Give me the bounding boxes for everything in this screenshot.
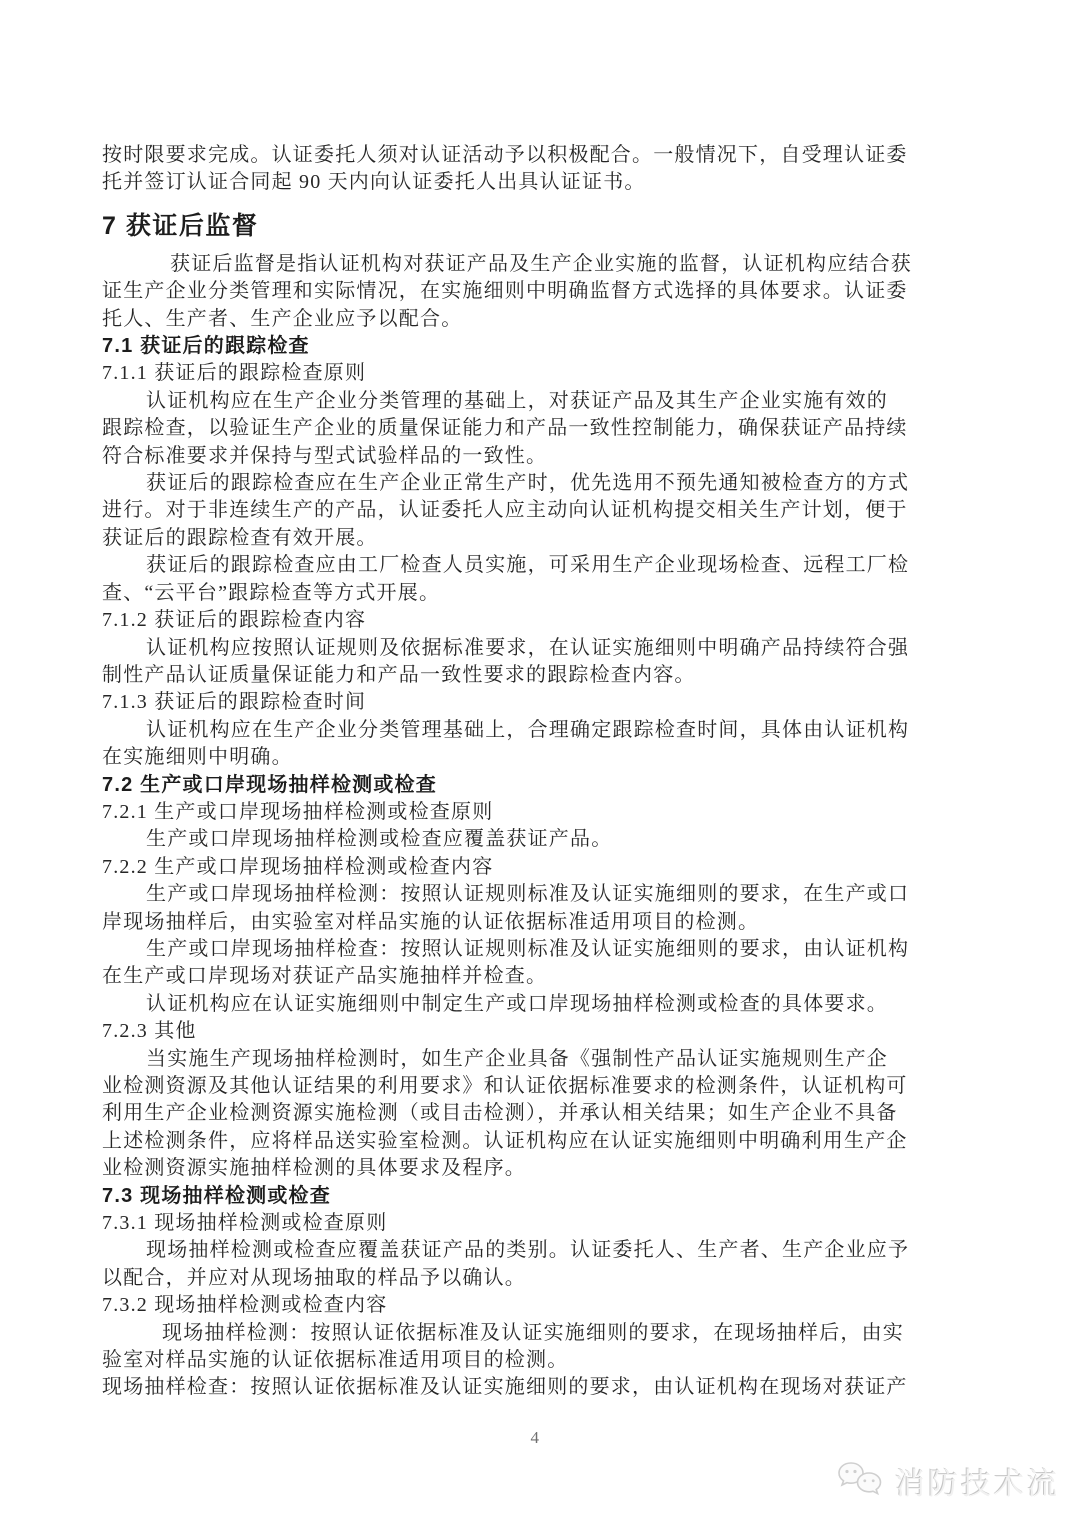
text-line: 认证机构应按照认证规则及依据标准要求，在认证实施细则中明确产品持续符合强 bbox=[146, 636, 910, 659]
text-line: 按时限要求完成。认证委托人须对认证活动予以积极配合。一般情况下，自受理认证委 bbox=[102, 144, 908, 166]
text-line: 现场抽样检测：按照认证依据标准及认证实施细则的要求，在现场抽样后，由实 bbox=[162, 1321, 904, 1344]
text-line: 证生产企业分类管理和实际情况，在实施细则中明确监督方式选择的具体要求。认证委 bbox=[102, 280, 908, 303]
text-line: 在生产或口岸现场对获证产品实施抽样并检查。 bbox=[102, 965, 548, 988]
text-line: 7.2.3 其他 bbox=[102, 1020, 197, 1043]
section-heading: 7.3 现场抽样检测或检查 bbox=[102, 1184, 331, 1207]
section-heading: 7.2 生产或口岸现场抽样检测或检查 bbox=[102, 773, 437, 796]
watermark-label: 消防技术流 bbox=[895, 1468, 1060, 1501]
text-line: 生产或口岸现场抽样检查：按照认证规则标准及认证实施细则的要求，由认证机构 bbox=[146, 937, 910, 960]
text-line: 岸现场抽样后，由实验室对样品实施的认证依据标准适用项目的检测。 bbox=[102, 910, 760, 933]
text-line: 托并签订认证合同起 90 天内向认证委托人出具认证证书。 bbox=[102, 171, 646, 194]
wechat-icon bbox=[837, 1460, 885, 1502]
text-line: 符合标准要求并保持与型式试验样品的一致性。 bbox=[102, 444, 548, 467]
page-number: 4 bbox=[530, 1427, 540, 1447]
text-line: 获证后的跟踪检查有效开展。 bbox=[102, 526, 378, 549]
text-line: 认证机构应在生产企业分类管理的基础上，对获证产品及其生产企业实施有效的 bbox=[146, 389, 888, 412]
text-line: 验室对样品实施的认证依据标准适用项目的检测。 bbox=[102, 1349, 569, 1372]
chapter-heading: 7 获证后监督 bbox=[102, 211, 259, 240]
text-line: 查、“云平台”跟踪检查等方式开展。 bbox=[102, 581, 441, 604]
text-line: 7.2.2 生产或口岸现场抽样检测或检查内容 bbox=[102, 855, 494, 878]
text-line: 7.3.2 现场抽样检测或检查内容 bbox=[102, 1294, 388, 1317]
text-line: 业检测资源实施抽样检测的具体要求及程序。 bbox=[102, 1157, 526, 1180]
text-line: 获证后的跟踪检查应由工厂检查人员实施，可采用生产企业现场检查、远程工厂检 bbox=[146, 554, 910, 577]
text-line: 获证后监督是指认证机构对获证产品及生产企业实施的监督，认证机构应结合获 bbox=[170, 252, 912, 275]
text-line: 认证机构应在生产企业分类管理基础上，合理确定跟踪检查时间，具体由认证机构 bbox=[146, 718, 910, 741]
text-line: 现场抽样检查：按照认证依据标准及认证实施细则的要求，由认证机构在现场对获证产 bbox=[102, 1376, 908, 1399]
text-line: 制性产品认证质量保证能力和产品一致性要求的跟踪检查内容。 bbox=[102, 663, 696, 686]
text-line: 生产或口岸现场抽样检测：按照认证规则标准及认证实施细则的要求，在生产或口 bbox=[146, 883, 910, 906]
text-line: 7.3.1 现场抽样检测或检查原则 bbox=[102, 1212, 388, 1235]
text-line: 7.1.2 获证后的跟踪检查内容 bbox=[102, 609, 367, 632]
text-line: 托人、生产者、生产企业应予以配合。 bbox=[102, 307, 463, 330]
text-lines-container bbox=[102, 142, 968, 1402]
text-line: 以配合，并应对从现场抽取的样品予以确认。 bbox=[102, 1266, 526, 1289]
text-line: 现场抽样检测或检查应覆盖获证产品的类别。认证委托人、生产者、生产企业应予 bbox=[146, 1239, 910, 1262]
watermark bbox=[837, 1459, 1060, 1503]
text-line: 利用生产企业检测资源实施检测（或目击检测），并承认相关结果；如生产企业不具备 bbox=[102, 1102, 898, 1125]
text-line: 跟踪检查，以验证生产企业的质量保证能力和产品一致性控制能力，确保获证产品持续 bbox=[102, 417, 908, 440]
text-line: 在实施细则中明确。 bbox=[102, 746, 293, 769]
text-line: 7.1.3 获证后的跟踪检查时间 bbox=[102, 691, 367, 714]
text-line: 业检测资源及其他认证结果的利用要求》和认证依据标准要求的检测条件，认证机构可 bbox=[102, 1075, 908, 1097]
text-line: 获证后的跟踪检查应在生产企业正常生产时，优先选用不预先通知被检查方的方式 bbox=[146, 472, 910, 495]
text-line: 生产或口岸现场抽样检测或检查应覆盖获证产品。 bbox=[146, 828, 613, 851]
text-line: 上述检测条件，应将样品送实验室检测。认证机构应在认证实施细则中明确利用生产企 bbox=[102, 1129, 908, 1152]
text-line: 进行。对于非连续生产的产品，认证委托人应主动向认证机构提交相关生产计划，便于 bbox=[102, 499, 908, 522]
text-line: 认证机构应在认证实施细则中制定生产或口岸现场抽样检测或检查的具体要求。 bbox=[146, 992, 888, 1015]
text-line: 当实施生产现场抽样检测时，如生产企业具备《强制性产品认证实施规则生产企 bbox=[146, 1047, 888, 1070]
text-line: 7.1.1 获证后的跟踪检查原则 bbox=[102, 362, 367, 385]
text-line: 7.2.1 生产或口岸现场抽样检测或检查原则 bbox=[102, 800, 494, 823]
section-heading: 7.1 获证后的跟踪检查 bbox=[102, 335, 310, 358]
